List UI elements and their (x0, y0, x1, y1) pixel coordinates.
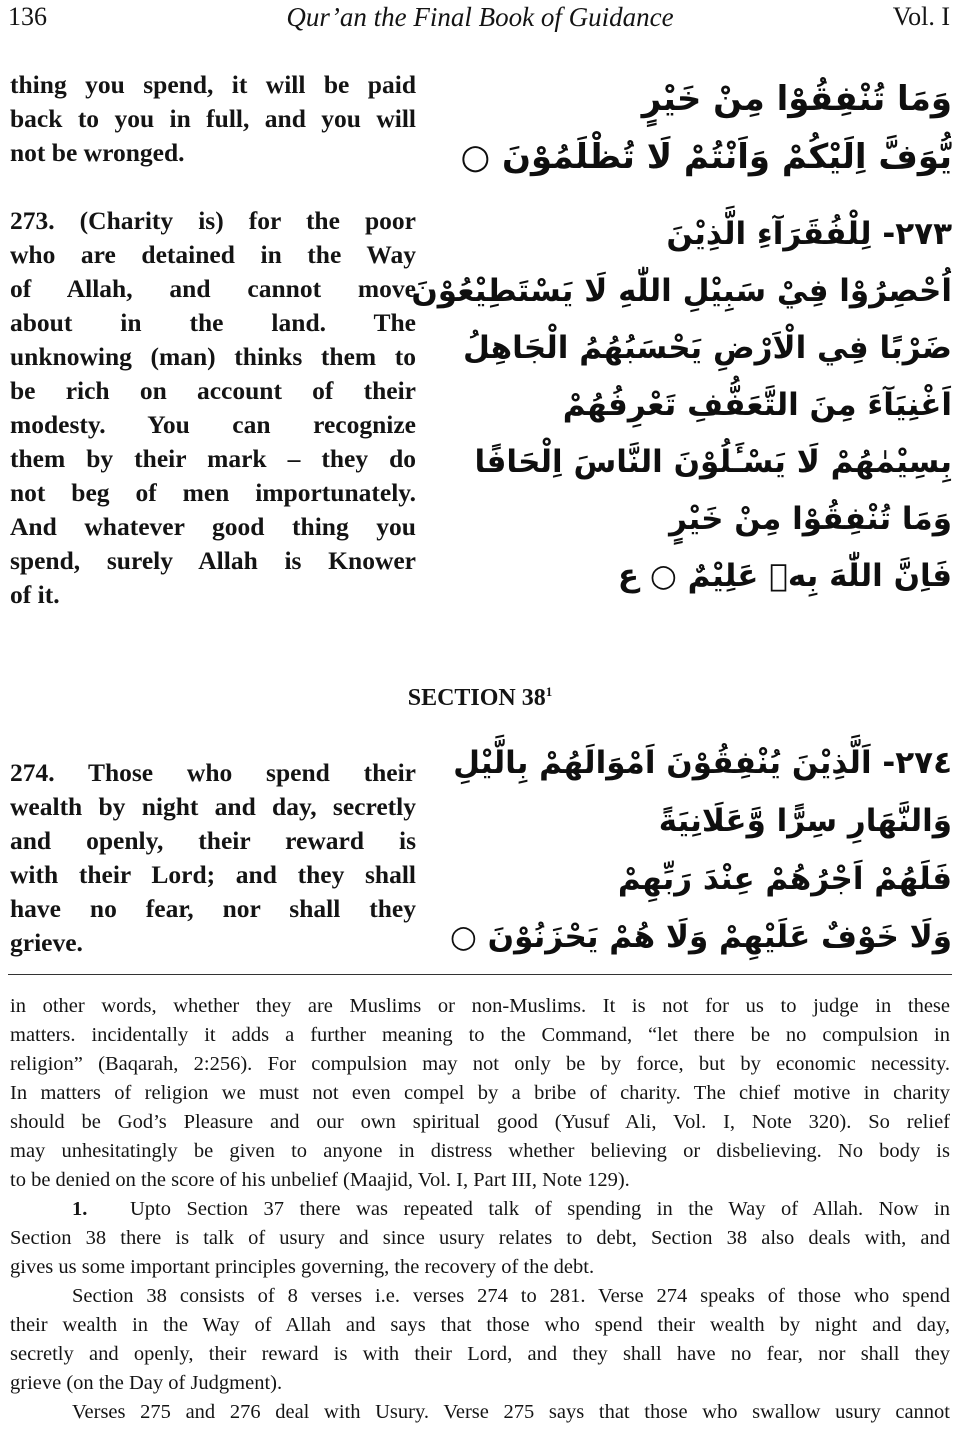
translation-verse-273 (10, 204, 416, 612)
translation-line: about in the land. The (10, 308, 416, 337)
translation-line: And whatever good thing you (10, 512, 416, 541)
commentary-notes (10, 992, 950, 1427)
translation-line: of it. (10, 580, 60, 609)
note-line: religion” (Baqarah, 2:256). For compulsion may not only be by force, but by economic necessity. (10, 1053, 950, 1075)
translation-line: with their Lord; and they shall (10, 860, 416, 889)
footnote-1-first-line (10, 1195, 950, 1224)
note-line: grieve (on the Day of Judgment). (10, 1372, 283, 1394)
arabic-verse-273 (411, 206, 952, 605)
section-footnote-ref: 1 (545, 684, 553, 699)
arabic-line: ٢٧٣- لِلْفُقَرَآءِ الَّذِيْنَ (666, 216, 952, 252)
arabic-line: وَمَا تُنْفِقُوْا مِنْ خَيْرٍ (669, 501, 952, 537)
arabic-line: وَمَا تُنْفِقُوْا مِنْ خَيْرٍ (641, 79, 952, 119)
footnote-number: 1. (72, 1198, 88, 1220)
section-heading (0, 684, 960, 712)
arabic-line: اَغْنِيَآءَ مِنَ التَّعَفُّفِ تَعْرِفُهُمْ (562, 387, 952, 423)
running-header (0, 0, 960, 40)
translation-line: grieve. (10, 928, 83, 957)
translation-block-continued (10, 68, 416, 170)
note-line: matters. incidentally it adds a further meaning to the Command, “let there be no compulsion in (10, 1024, 950, 1046)
arabic-line: ٢٧٤- اَلَّذِيْنَ يُنْفِقُوْنَ اَمْوَالَهُمْ بِالَّيْلِ (453, 745, 952, 781)
page-number: 136 (8, 2, 47, 31)
note-line: to be denied on the score of his unbelief (Maajid, Vol. I, Part III, Note 129). (10, 1169, 630, 1191)
translation-line: wealth by night and day, secretly (10, 792, 416, 821)
translation-line: unknowing (man) thinks them to (10, 342, 416, 371)
translation-line: of Allah, and cannot move (10, 274, 416, 303)
arabic-line: فَاِنَّ اللّٰهَ بِهٖ عَلِيْمٌ ○ ع (617, 558, 952, 594)
translation-line: who are detained in the Way (10, 240, 416, 269)
translation-line: have no fear, nor shall they (10, 894, 416, 923)
note-line: Section 38 consists of 8 verses i.e. verses 274 to 281. Verse 274 speaks of those who spend (72, 1285, 950, 1307)
book-title: Qur’an the Final Book of Guidance (286, 2, 674, 32)
note-line-text: Upto Section 37 there was repeated talk of spending in the Way of Allah. Now in (130, 1198, 950, 1220)
footnote-divider (8, 974, 952, 975)
translation-line: and openly, their reward is (10, 826, 416, 855)
translation-line: not be wronged. (10, 138, 185, 167)
translation-verse-274 (10, 756, 416, 960)
note-line: Section 38 there is talk of usury and since usury relates to debt, Section 38 also deals with, and (10, 1227, 950, 1249)
note-line: their wealth in the Way of Allah and says that those who spend their wealth by night and day, (10, 1314, 950, 1336)
note-line: in other words, whether they are Muslims or non-Muslims. It is not for us to judge in these (10, 995, 950, 1017)
note-line: secretly and openly, their reward is with their Lord, and they shall have no fear, nor shall they (10, 1343, 950, 1365)
note-line: Verses 275 and 276 deal with Usury. Verse 275 says that those who swallow usury cannot (72, 1401, 950, 1423)
arabic-line: اُحْصِرُوْا فِيْ سَبِيْلِ اللّٰهِ لَا يَسْتَطِيْعُوْنَ (411, 273, 952, 309)
note-line: should be God’s Pleasure and our own spiritual good (Yusuf Ali, Vol. I, Note 320). So relief (10, 1111, 950, 1133)
arabic-line: وَالنَّهَارِ سِرًّا وَّعَلَانِيَةً (658, 803, 952, 839)
translation-line: 273. (Charity is) for the poor (10, 206, 416, 235)
note-line: gives us some important principles governing, the recovery of the debt. (10, 1256, 595, 1278)
arabic-line: فَلَهُمْ اَجْرُهُمْ عِنْدَ رَبِّهِمْ (617, 861, 952, 897)
translation-line: thing you spend, it will be paid (10, 70, 416, 99)
section-label: SECTION 38 (407, 685, 546, 711)
volume-label: Vol. I (892, 2, 950, 31)
translation-line: spend, surely Allah is Knower (10, 546, 416, 575)
translation-line: them by their mark – they do (10, 444, 416, 473)
arabic-block-continued (440, 70, 952, 186)
arabic-line: ضَرْبًا فِي الْاَرْضِ يَحْسَبُهُمُ الْجَاهِلُ (463, 330, 952, 366)
arabic-line: وَلَا خَوْفٌ عَلَيْهِمْ وَلَا هُمْ يَحْزَنُوْنَ ○ (449, 919, 952, 955)
note-line: In matters of religion we must not even compel by a bribe of charity. The chief motive in charity (10, 1082, 950, 1104)
translation-line: not beg of men importunately. (10, 478, 416, 507)
arabic-line: بِسِيْمٰهُمْ لَا يَسْـَٔلُوْنَ النَّاسَ اِلْحَافًا (474, 444, 952, 480)
arabic-line: يُّوَفَّ اِلَيْكُمْ وَاَنْتُمْ لَا تُظْلَمُوْنَ ○ (460, 137, 952, 177)
translation-line: modesty. You can recognize (10, 410, 416, 439)
arabic-verse-274 (440, 734, 952, 966)
translation-line: back to you in full, and you will (10, 104, 416, 133)
note-line: may unhesitatingly be given to anyone in distress whether believing or disbelieving. No body is (10, 1140, 950, 1162)
translation-line: be rich on account of their (10, 376, 416, 405)
translation-line: 274. Those who spend their (10, 758, 416, 787)
